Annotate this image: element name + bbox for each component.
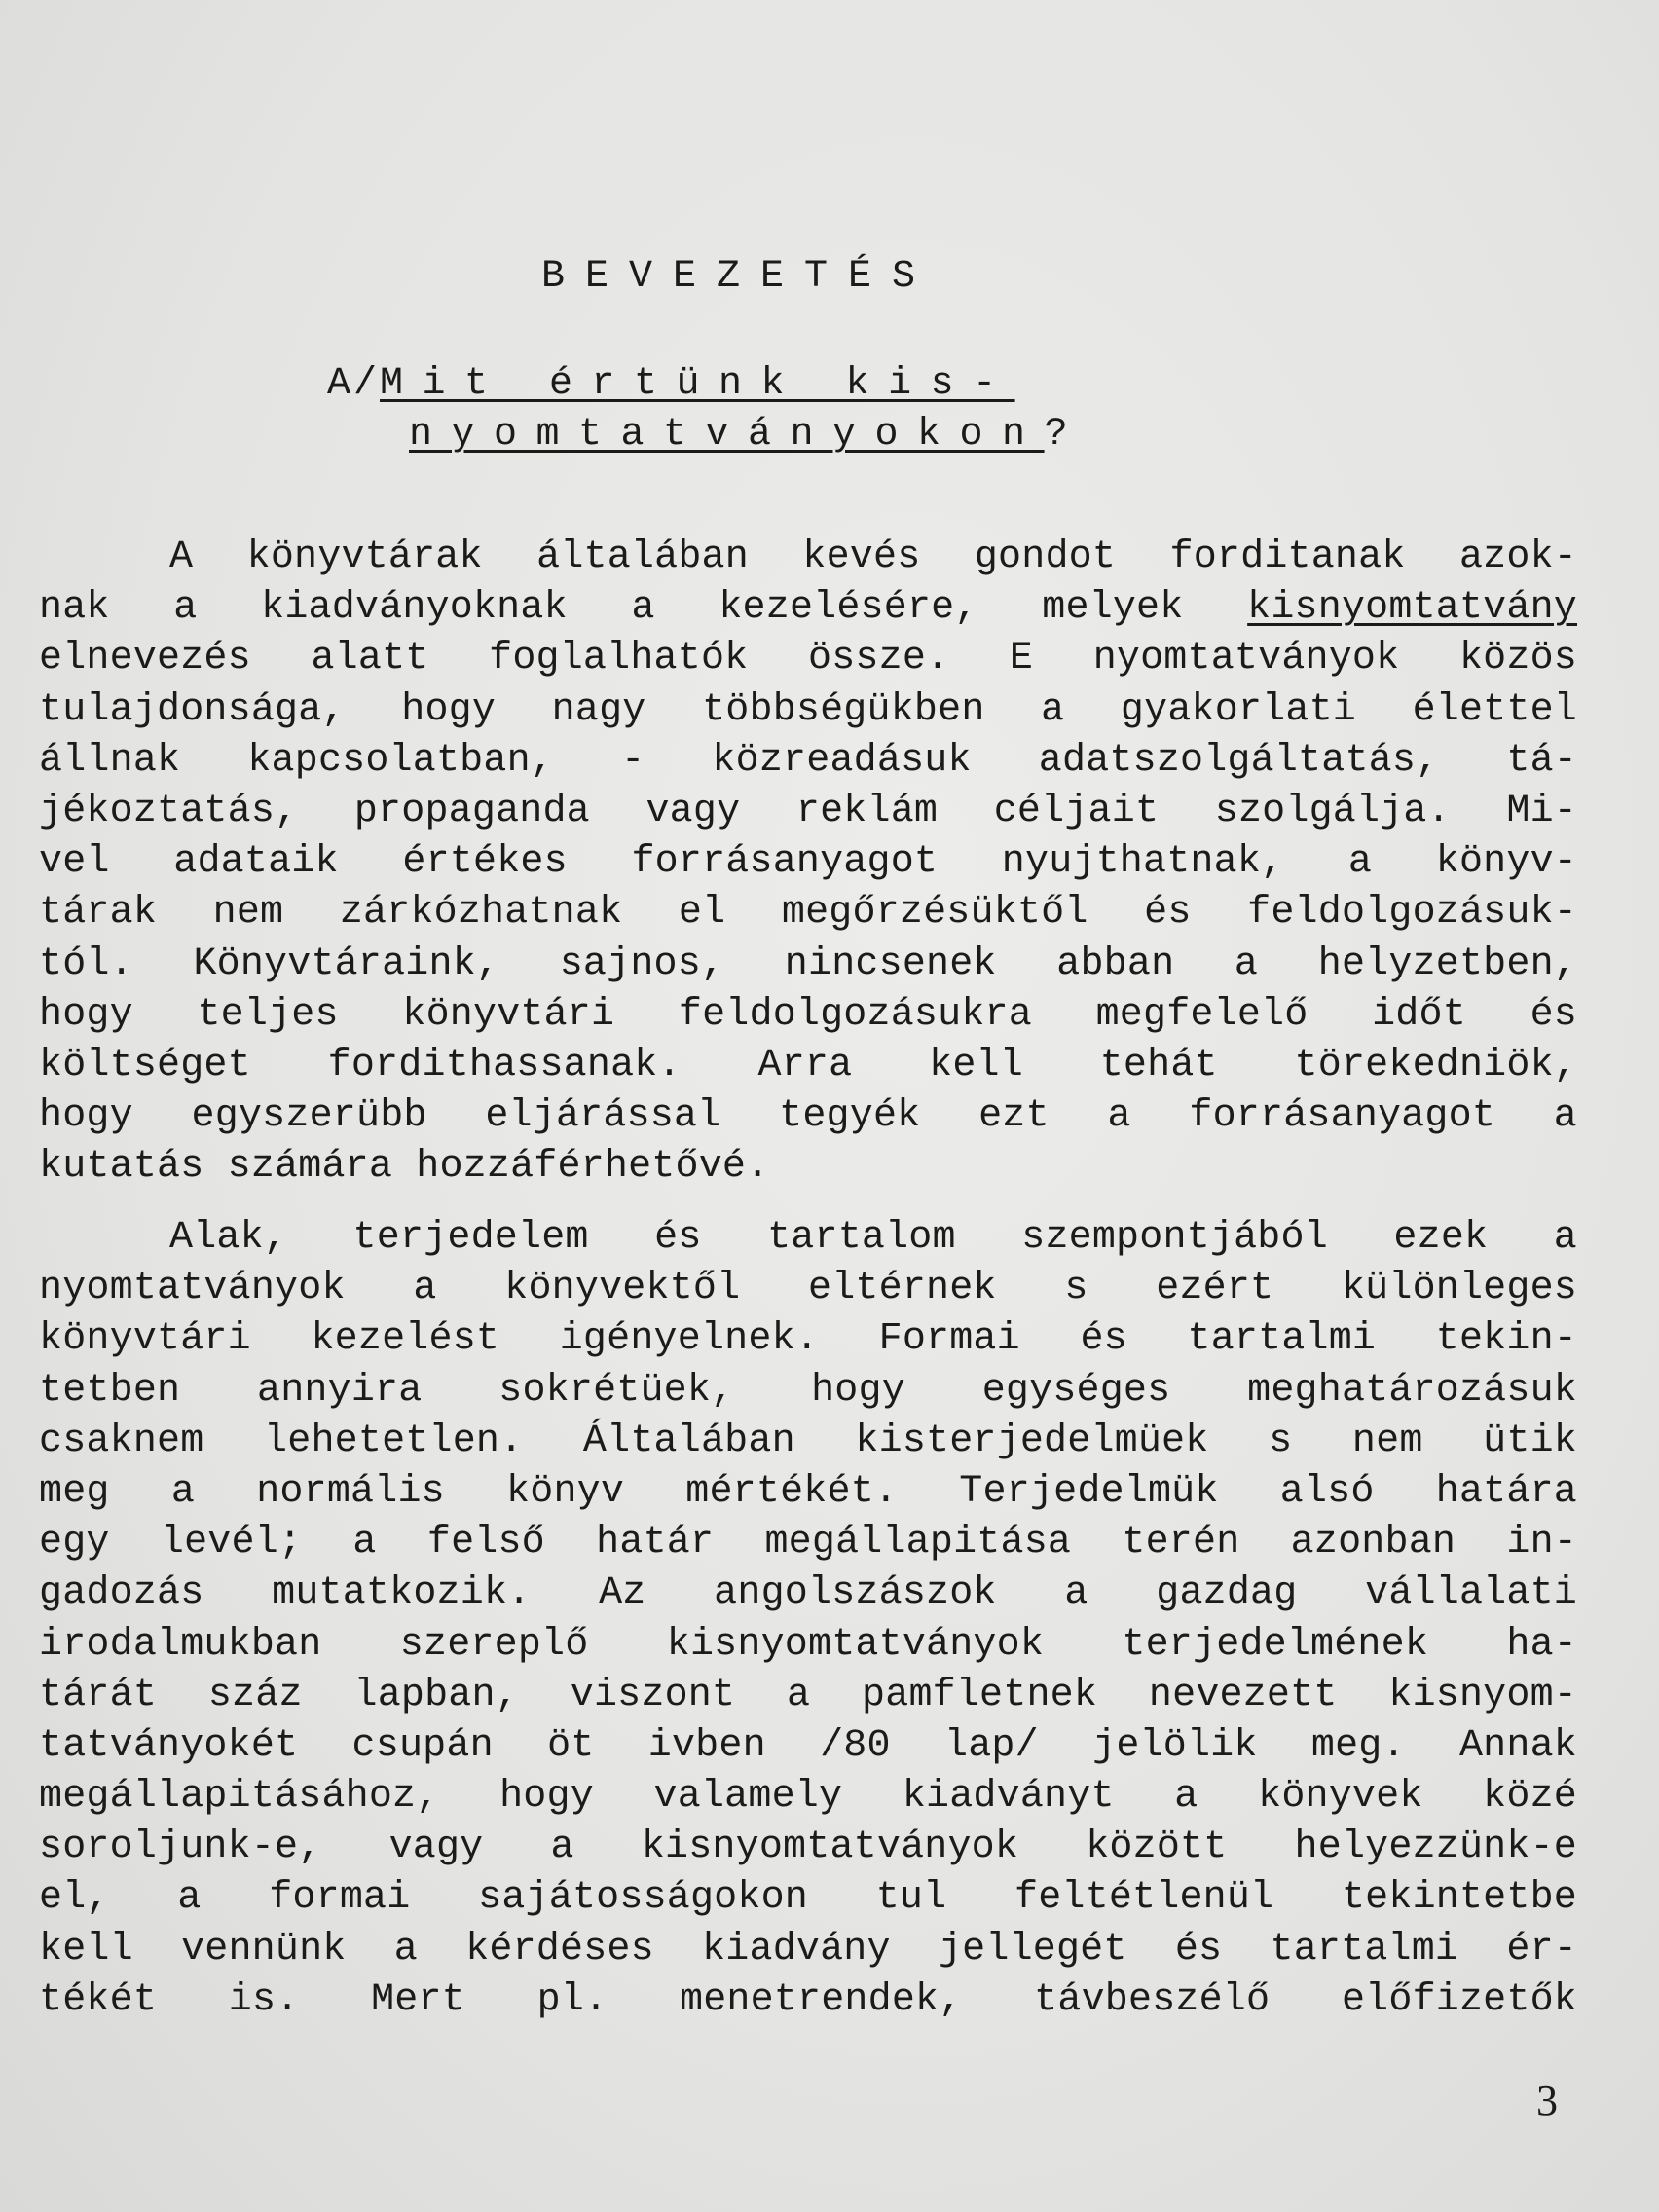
section-title-part-1: Mit értünk kis- [380,362,1015,406]
text-line: költséget fordithassanak. Arra kell tehát törekedniök, [39,1043,1577,1088]
text-line: megállapitásához, hogy valamely kiadványt a könyvek közé [39,1775,1577,1820]
section-prefix: A/ [327,362,381,406]
text-line: Alak, terjedelem és tartalom szempontjából ezek a [169,1216,1577,1260]
text-line: jékoztatás, propaganda vagy reklám céljait szolgálja. Mi- [39,789,1577,833]
text-line: csaknem lehetetlen. Általában kisterjedelmüek s nem ütik [39,1419,1577,1463]
text-line: kell vennünk a kérdéses kiadvány jellegét és tartalmi ér- [39,1927,1577,1972]
text-line: A könyvtárak általában kevés gondot forditanak azok- [169,535,1577,579]
section-title-suffix: ? [1044,413,1071,457]
chapter-heading: BEVEZETÉS [541,255,937,299]
text-line: el, a formai sajátosságokon tul feltétlenül tekintetbe [39,1876,1577,1921]
text-line: tól. Könyvtáraink, sajnos, nincsenek abban a helyzetben, [39,941,1577,986]
section-title-line-2 [409,413,1071,457]
paragraph-1 [39,533,1577,1193]
text-line: irodalmukban szereplő kisnyomtatványok terjedelmének ha- [39,1622,1577,1667]
text-line: tulajdonsága, hogy nagy többségükben a gyakorlati élettel [39,687,1577,732]
text-segment: nak a kiadványoknak a kezelésére, melyek [39,586,1248,631]
text-line: nyomtatványok a könyvektől eltérnek s ezért különleges [39,1267,1577,1311]
text-line: tárát száz lapban, viszont a pamfletnek nevezett kisnyom- [39,1673,1577,1717]
text-line: egy levél; a felső határ megállapitása terén azonban in- [39,1521,1577,1566]
text-line: tékét is. Mert pl. menetrendek, távbeszélő előfizetők [39,1977,1577,2022]
page-number: 3 [1536,2077,1558,2124]
text-line: tárak nem zárkózhatnak el megőrzésüktől és feldolgozásuk- [39,891,1577,936]
section-title-line-1 [327,362,1015,406]
section-title-part-2: nyomtatványokon [409,413,1045,457]
text-line [39,583,1577,634]
text-line: hogy teljes könyvtári feldolgozásukra megfelelő időt és [39,992,1577,1037]
text-line: tatványokét csupán öt ivben /80 lap/ jelölik meg. Annak [39,1723,1577,1768]
text-line: könyvtári kezelést igényelnek. Formai és tartalmi tekin- [39,1317,1577,1362]
text-line: tetben annyira sokrétüek, hogy egységes meghatározásuk [39,1368,1577,1413]
text-line: elnevezés alatt foglalhatók össze. E nyomtatványok közös [39,637,1577,682]
text-line: állnak kapcsolatban, - közreadásuk adatszolgáltatás, tá- [39,738,1577,783]
text-line: vel adataik értékes forrásanyagot nyujthatnak, a könyv- [39,840,1577,885]
paragraph-2 [39,1213,1577,2026]
text-line: hogy egyszerübb eljárással tegyék ezt a forrásanyagot a [39,1094,1577,1139]
underlined-term: kisnyomtatvány [1247,586,1577,631]
text-line: soroljunk-e, vagy a kisnyomtatványok között helyezzünk-e [39,1825,1577,1870]
text-line: meg a normális könyv mértékét. Terjedelmük alsó határa [39,1469,1577,1514]
text-line: gadozás mutatkozik. Az angolszászok a gazdag vállalati [39,1571,1577,1616]
text-line: kutatás számára hozzáférhetővé. [39,1145,770,1190]
